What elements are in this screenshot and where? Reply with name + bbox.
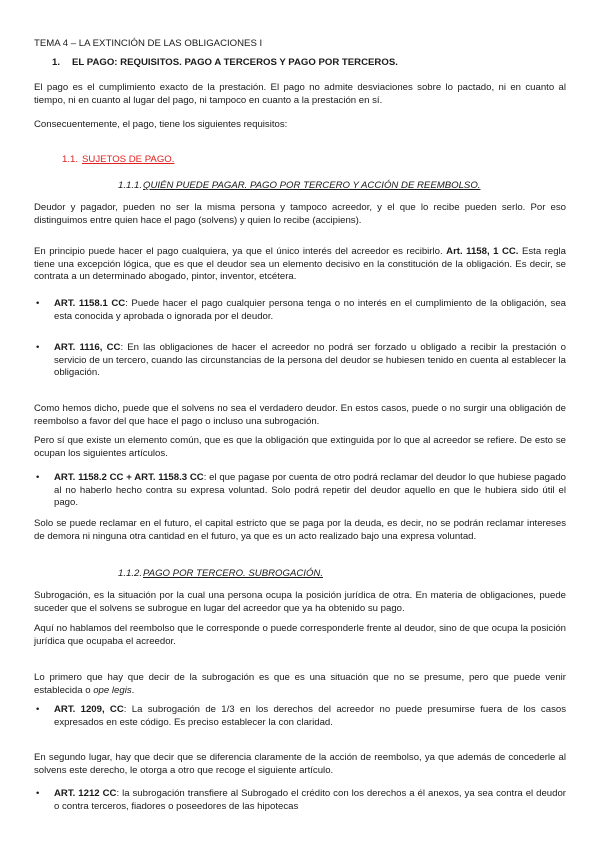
paragraph: Deudor y pagador, pueden no ser la misma persona y tampoco acreedor, y el que lo recibe pueden serlo. Por eso distinguimos entre quien hace el pago (solvens) y quien lo recibe (accipiens). — [34, 202, 566, 226]
paragraph: Solo se puede reclamar en el futuro, el capital estricto que se paga por la deuda, es decir, no se podrán reclamar intereses de demora ni ninguna otra cantidad en el futuro, ya que es un acto realizado bajo una expresa voluntad. — [34, 518, 566, 542]
bullet-icon: • — [36, 704, 40, 715]
paragraph: En principio puede hacer el pago cualquiera, ya que el único interés del acreedor es recibirlo. Art. 1158, 1 CC. Esta regla tiene una excepción lógica, que es que el deudor sea un elemento decisivo en la constitución de la obligación. Es decir, se contrata a un determinado abogado, pintor, inventor, etcétera. — [34, 246, 567, 283]
bullet-icon: • — [36, 342, 40, 353]
section-1-1-1-number: 1.1.1. — [118, 180, 143, 191]
bullet-icon: • — [36, 788, 40, 799]
paragraph: Lo primero que hay que decir de la subrogación es que es una situación que no se presume, pero que puede venir establecida o ope legis. — [34, 672, 566, 696]
section-1-number: 1. — [52, 57, 61, 68]
list-item: ART. 1212 CC: la subrogación transfiere al Subrogado el crédito con los derechos a él anexos, ya sea contra el deudor o contra terceros, fiadores o poseedores de las hipotecas — [54, 788, 566, 812]
section-1-heading: EL PAGO: REQUISITOS. PAGO A TERCEROS Y PAGO POR TERCEROS. — [72, 57, 398, 68]
section-1-1-1-heading: QUIÉN PUEDE PAGAR. PAGO POR TERCERO Y ACCIÓN DE REEMBOLSO. — [143, 180, 481, 191]
list-item: ART. 1158.1 CC: Puede hacer el pago cualquier persona tenga o no interés en el cumplimiento de la obligación, sea esta conocida y aprobada o ignorada por el deudor. — [54, 298, 566, 322]
section-1-1-2-heading: PAGO POR TERCERO. SUBROGACIÓN. — [143, 568, 323, 579]
bullet-icon: • — [36, 298, 40, 309]
paragraph: Aquí no hablamos del reembolso que le corresponde o puede corresponderle frente al deudor, sino de que ocupa la posición jurídica que ocupaba el acreedor. — [34, 623, 566, 647]
paragraph: El pago es el cumplimiento exacto de la prestación. El pago no admite desviaciones sobre lo pactado, ni en cuanto al tiempo, ni en cuanto al lugar del pago, ni tampoco en cuanto a la prestación en sí. — [34, 82, 566, 106]
section-1-1-number: 1.1. — [62, 154, 79, 165]
document-title: TEMA 4 – LA EXTINCIÓN DE LAS OBLIGACIONES I — [34, 38, 263, 49]
paragraph: Subrogación, es la situación por la cual una persona ocupa la posición jurídica de otra. En materia de obligaciones, puede suceder que el solvens se subrogue en lugar del acreedor que ya ha obtenido su pago. — [34, 590, 566, 614]
list-item: ART. 1116, CC: En las obligaciones de hacer el acreedor no podrá ser forzado u obligado a recibir la prestación o servicio de un tercero, cuando las circunstancias de la persona del deudor se hubiesen tenido en cuenta al establecer la obligación. — [54, 342, 566, 379]
list-item: ART. 1158.2 CC + ART. 1158.3 CC: el que pagase por cuenta de otro podrá reclamar del deudor lo que hubiese pagado al no haberlo hecho contra su expresa voluntad. Solo podrá repetir del deudor aquello en que le hubiera sido útil el pago. — [54, 472, 566, 509]
section-1-1-2-number: 1.1.2. — [118, 568, 143, 579]
paragraph: Pero sí que existe un elemento común, que es que la obligación que extinguida por lo que al acreedor se refiere. De esto se ocupan los siguientes artículos. — [34, 435, 566, 459]
paragraph: Consecuentemente, el pago, tiene los siguientes requisitos: — [34, 119, 288, 130]
list-item: ART. 1209, CC: La subrogación de 1/3 en los derechos del acreedor no puede presumirse fuera de los casos expresados en este código. Es preciso establecer la con claridad. — [54, 704, 566, 728]
paragraph: Como hemos dicho, puede que el solvens no sea el verdadero deudor. En estos casos, puede o no surgir una obligación de reembolso a favor del que hace el pago o incluso una subrogación. — [34, 403, 566, 427]
bullet-icon: • — [36, 472, 40, 483]
section-1-1-heading: SUJETOS DE PAGO. — [82, 154, 175, 165]
paragraph: En segundo lugar, hay que decir que se diferencia claramente de la acción de reembolso, ya que además de concederle al solvens este derecho, le otorga a otro que recoge el siguiente artículo. — [34, 752, 566, 776]
